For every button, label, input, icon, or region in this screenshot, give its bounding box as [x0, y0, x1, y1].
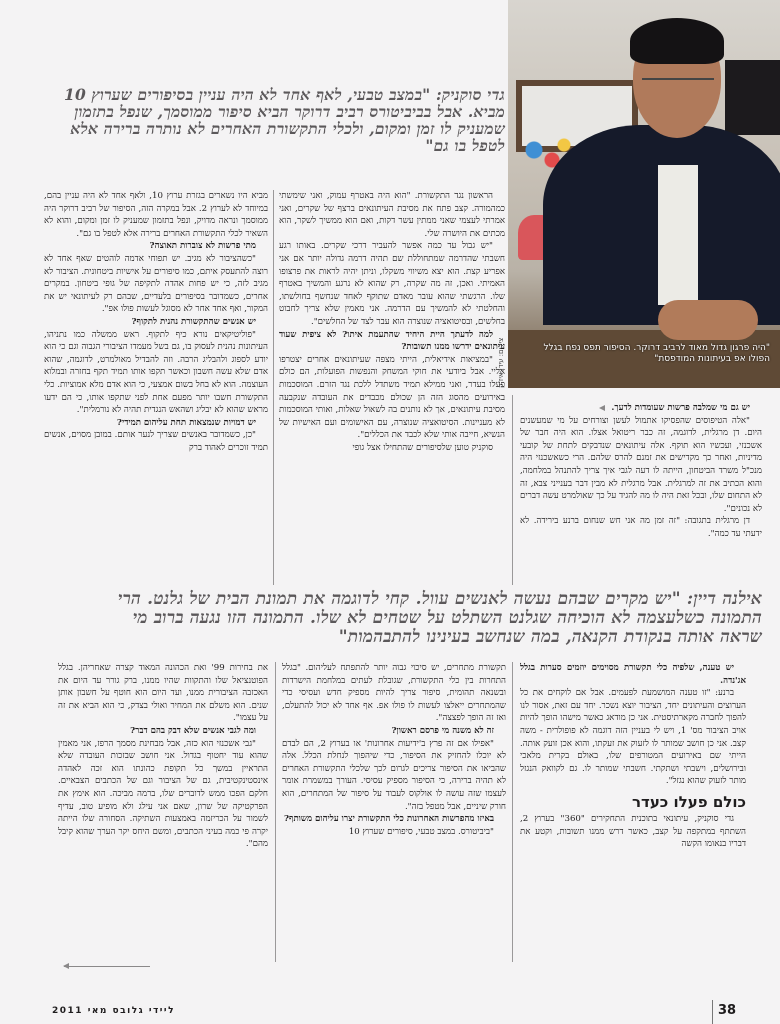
interview-question: יש אנשים שהתקשורת נהנית לתקוף? [131, 316, 256, 327]
column-divider [273, 190, 274, 585]
interview-question: יש גם מי שמלבה פרשות שעומדות לדעך. [611, 403, 750, 413]
column-divider [512, 662, 513, 962]
magazine-page: "היה פרגון גדול מאוד לרביב דרוקר. הסיפור תפס נפח בגלל הפולו אפ בעיתונות המודפסת" צילום: עידו איז'ק גדי סוקניק: "במצב טבעי, לאף אחד לא היה עניין בסיפורים שערוץ 10 מביא. אבל בביביטורס רביב דרוקר הביא סיפור ממוסמך, שנפל בתזמון שמעניק לו זמן ומקום, ולכלי התקשורת האחרים לא נותרה ברירה אלא לטפל בו גם" אילנה דיין: "יש מקרים שבהם נעשה לאנשים עוול. קחי לדוגמה את תמונת הבית של גלנט. הרי התמונה כשלעצמה לא הוכיחה שגלנט השתלט על שטחים לא שלו. התמונה הזו נגעה ברוב מי שראה אותה בנקודת הקנאה, במה שנחשב בעינינו להתבהמות" יש גם מי שמלבה פרשות שעומדות לדעך. "אלה הטיפוסים שהפסיקו אתמול לעשן וצורחים על מי שמעשנים היום. דן מרגלית, לדוגמה, זה כבר ריטואל אצלו. הוא היה חבר של אשכנזי, ועכשיו הוא תוקף. אלה עיתונאים שנדבקים לתחת של קובעי מדיניות, ואחר כך מקדישים את זמנם להרס שלהם. הרי כשאשכנזי היה מנכ"ל משרד הביטחון, הייתה לו דעה לגבי איך צריך להתנהל במלחמה, והוא הכתיב את זה למרגלית. אבל מרגלית לא מבין דבר בענייני צבא, זה לא התחום שלו, ובכל זאת היה לו מה להגיד על כך שאולמרט עשה דברים לא נכונים". דן מרגלית בתגובה: "זה זמן מה אני חש שנחום ברנע בירידה. לא ידעתי עד כמה". הראשון נגד התקשורת. "הוא היה באטרף עמוק, ואני שימשתי כמהמורה. קצב פתח את מסיבת העיתונאים ברצף של שקרים, ואני אמרתי לעצמי שאני ממתין עשר דקות, ואם הוא ממשיך לשקר, הוא מכתים את היושרה שלי. "יש גבול עד כמה אפשר להעביר דרכי שקרים. באותו רגע חשבתי שהדרמה שמתחוללת שם תהיה דרמה גדולה יותר אם אני אפריע קצת. הוא יצא משיווי משקלו, וניתן יהיה לראות את פרצופו האמיתי. ואכן, זה מה שקרה, רק שהוא לא נרגע והמשיך באטרף שלו. הרגשתי שהוא עובר מאדם שתוקף לאחד שנחשף בחולשתו, והחלטתי לא להמשיך עם הדרמה. אני מאמין שלא צריך לחבוט בחלשים, ובסיטואציה שנוצרה הוא עבר לצד של החלשים". למה לדעתך היית היחיד שהתעמת איתו? לא ציפית שעוד עיתונאים ידרשו ממנו תשובות? "במציאות אידיאלית, הייתי מצפה שעיתונאים אחרים יצטרפו אליי. אבל ביודעי את חוקי המשחק והנפשות הפועלות, הם כולם פעלו בעדר, ואני ממילא תמיד משתדל ללכת נגד הזרם. המוסכמות באירועים מהסוג הזה הן שכולם מכבדים את העובדה שנקבעה מסיבת עיתונאים, אך לא נותנים בה לשאול שאלות, ואותי המוסכמות לא מעניינות. הסיטואציה שנוצרה, עם האישומים ועם האישיות של הנשיא, חייבה אותי שלא לכבד את הכללים". סוקניק טוען שלסיפורים שהתחילו אצל גופי מביא היו נשארים בגזרת ערוץ 10, ולאף אחד לא היה עניין בהם, במיוחד לא לערוץ 2. אבל במקרה הזה, הסיפור של רביב דרוקר היה ממוסמך ונראה מדויק, ונפל בתזמון שמעניק לו זמן ומקום, והוא לא השאיר לכלי התקשורת האחרים ברירה אלא לטפל בו גם". מתי פרשות לא צוברות תאוצה? "כשהציבור לא מגיב. יש תפוחי אדמה לוהטים שאף אחד לא רוצה להתעסק איתם, כמו סיפורים על אישיות ביטחונית. הציבור לא מגיב לזה, כי יש פחות אהדה לתקיפה של גופי ביטחון. במקרים אחרים, כשמדובר בסיפורים בלעדיים, שבהם רק לעיתונאי יש את המקור, ואף אחד אחר לא מסוגל לעשות פולו אפ". יש אנשים שהתקשורת נהנית לתקוף? "פוליטיקאים נורא כיף לתקוף. ראש ממשלה כמו נתניהו, העיתונות נהנית לעסוק בו, גם בשל מעמדו הציבורי הגבוה וגם כי הוא יודע לספוג ולהבליג הרבה. וזה להבדיל מאולמרט, לדוגמה, שהוא אדם שלא עשה חשבון וכאשר תקפו אותו תמיד תקף בחזרה ובמלוא העוצמה. הוא לא בחל בשום אמצעי, כי הוא אדם מלא אמוציות. כלי התקשורת חשבו יותר מפעם אחת לפני שתקפו אותו, כי הם ידעו מראש שהוא לא יבליג ושהאש הנגדית תהיה לא נורמלית". יש דמויות שנמצאות תחת עליהום תמידי? "כן, כשמדובר באנשים שצריך לנער אותם. במובן מסוים, אנשים תמיד זוכרים לאהוד ברק יש טענה, שלפיה כלי תקשורת מסוימים יוזמים סערות בגלל אג'נדה. ברנע: "זו טענה המושמעת לפעמים. אבל אם לוקחים את כל הערוצים והעיתונים יחד, הציבור יוצא נשכר. יחד עם זאת, אסור לנו להפוך לחברה מקארתיסטית. אני כן מודאג כאשר מישהו הופך להיות אויב הציבור מס' 1, ויש לי בעניין הזה דוגמה לא פופולרית - משה קצב. אני כן חושב שמותר לו לזעוק את זעקתו, והוא אכן זועק אותה. הייתי שם באירועים המטורפים שלו, באולם בקרית מלאכי ובירושלים, וישבתי ושתקתי. חשבתי שמותר לו. גם לקוואק הנגזל מותר לזעוק שהוא נגזל". כולם פעלו כעדר גדי סוקניק, עיתונאי בתוכנית התחקירים "360" בערוץ 2, השתתף במתקפה על קצב, כאשר דרש ממנו תשובות, וקטע את דבריו בנאומו הקשה תקשורת מתחרים, יש סיכוי גבוה יותר להתפתח לעליהום. "בגלל התחרות בין כלי התקשורת, שגובלת לעתים במלחמת הישרדות ובשנאה תהומית, סיפור צריך להיות מספיק חדש ועסיסי כדי שהמתחרים ייאלצו לעשות לו פולו אפ. אף אחד לא יכול להתעלם, ואז זה הופך לפצצה". זה לא משנה מי פרסם ראשון? "אפילו אם זה פרץ ב'ידיעות אחרונות' או בערוץ 2, הם לבדם לא יוכלו להחזיק את הסיפור, כדי שיהפוך לנחלת הכלל. אלה שהביאו את הסיפור צריכים לגרום לכך שלכלי התקשורת האחרים לא תהיה ברירה, כי הסיפור מספיק עסיסי. העורך במשמרת אומר לעצמו שזה עושה לו אולקוס לעבוד על סיפור של המתחרים, הוא חורק שיניים, אבל מטפל בזה". באיזו מהפרשות האחרונות כלי התקשורת יצרו עליהום משותף? "ביביטורס. במצב טבעי, סיפורים שערוץ 10 את בחירות 99' ואת הכהונה המאוד קצרה שאחריהן. בגלל הפוטנציאל שלו והתקוות שהיו ממנו, ברק גורר עד היום את האכזבה הציבורית ממנו, ועד היום הוא חוטף על חשבון אותן שנים. הוא משלם את המחיר ואולי בצדק, כי הוא הביא את זה על עצמו". ומה לגבי אנשים שלא דבק בהם דבר? "גבי אשכנזי הוא כזה, אבל מבחינת מסמך הרפז, אני מאמין שהוא עוד יחטוף בגדול. אני חושב שבזכות העובדה שלא התראיין במשך כל תקופת כהונתו הוא זכה לאהדה אינסטינקטיבית, גם של הציבור וגם של הכתבים הצבאיים. חלקם הפכו ממש לדוברים שלו, ברמה מביכה. הוא אימץ את הפרקטיקה של שרון, שאם אני עילג ולא מופיע טוב, עדיף לשמור על הכריזמה באמצעות השתיקה. הסחורה שלו הייתה יקרה פי כמה בעיני הכתבים, ומשם היחס יקר הערך שהוא קיבל מהם". ליידי גלובס מאי 2011 38 [0, 0, 780, 1024]
interview-question: יש דמויות שנמצאות תחת עליהום תמידי? [116, 417, 256, 428]
photo-person-hair [630, 18, 724, 64]
article-paragraph: את בחירות 99' ואת הכהונה המאוד קצרה שאחריהן. בגלל הפוטנציאל שלו והתקוות שהיו ממנו, ברק גורר עד היום את האכזבה הציבורית ממנו, ועד היום הוא חוטף על חשבון אותן שנים. הוא משלם את המחיר ואולי בצדק, כי הוא הביא את זה על עצמו". [58, 663, 268, 724]
article-paragraph: "פוליטיקאים נורא כיף לתקוף. ראש ממשלה כמו נתניהו, העיתונות נהנית לעסוק בו, גם בשל מעמדו הציבורי הגבוה וגם כי הוא יודע לספוג ולהבליג הרבה. וזה להבדיל מאולמרט, לדוגמה, שהוא אדם שלא עשה חשבון וכאשר תקפו אותו תמיד תקף בחזרה ובמלוא העוצמה. הוא לא בחל בשום אמצעי, כי הוא אדם מלא אמוציות. כלי התקשורת חשבו יותר מפעם אחת לפני שתקפו אותו, כי הם ידעו מראש שהוא לא יבליג ושהאש הנגדית תהיה לא נורמלית". [44, 329, 268, 416]
column-lower-right [520, 662, 746, 962]
article-paragraph: "גבי אשכנזי הוא כזה, אבל מבחינת מסמך הרפז, אני מאמין שהוא עוד יחטוף בגדול. אני חושב שבזכות העובדה שלא התראיין במשך כל תקופת כהונתו הוא זכה לאהדה אינסטינקטיבית, גם של הציבור וגם של הכתבים הצבאיים. חלקם הפכו ממש לדוברים שלו, ברמה מביכה. הוא אימץ את הפרקטיקה של שרון, שאם אני עילג ולא מופיע טוב, עדיף לשמור על הכריזמה באמצעות השתיקה. הסחורה שלו הייתה יקרה פי כמה בעיני הכתבים, ומשם היחס יקר הערך שהוא קיבל מהם". [58, 738, 268, 850]
interview-question: ומה לגבי אנשים שלא דבק בהם דבר? [130, 725, 256, 736]
magazine-footer: ליידי גלובס מאי 2011 [52, 1006, 176, 1016]
photo-person-hands [658, 300, 758, 340]
article-paragraph: "יש גבול עד כמה אפשר להעביר דרכי שקרים. באותו רגע חשבתי שהדרמה שמתחוללת שם תהיה דרמה גדולה יותר אם אני אפריע קצת. הוא יצא משיווי משקלו, וניתן יהיה לראות את פרצופו האמיתי. ואכן, זה מה שקרה, רק שהוא לא נרגע והמשיך באטרף שלו. הרגשתי שהוא עובר מאדם שתוקף לאחד שנחשף בחולשתו, והחלטתי לא להמשיך עם הדרמה. אני מאמין שלא צריך לחבוט בחלשים, ובסיטואציה שנוצרה הוא עבר לצד של החלשים". [279, 241, 505, 327]
column-upper-middle [279, 190, 505, 584]
article-paragraph: "כשהציבור לא מגיב. יש תפוחי אדמה לוהטים שאף אחד לא רוצה להתעסק איתם, כמו סיפורים על אישיות ביטחונית. הציבור לא מגיב לזה, כי יש פחות אהדה לתקיפה של גופי ביטחון. במקרים אחרים, כשמדובר בסיפורים בלעדיים, שבהם רק לעיתונאי יש את המקור, ואף אחד אחר לא מסוגל לעשות פולו אפ". [44, 253, 268, 315]
photo-person-shirt [658, 165, 698, 305]
page-number-divider [712, 1000, 713, 1024]
column-divider [275, 662, 276, 962]
interview-question: מתי פרשות לא צוברות תאוצה? [149, 241, 256, 252]
article-paragraph: תקשורת מתחרים, יש סיכוי גבוה יותר להתפתח לעליהום. "בגלל התחרות בין כלי התקשורת, שגובלת לעתים במלחמת הישרדות ובשנאה תהומית, סיפור צריך להיות מספיק חדש ועסיסי כדי שהמתחרים ייאלצו לעשות לו פולו אפ. אף אחד לא יכול להתעלם, ואז זה הופך לפצצה". [282, 663, 506, 724]
arrow-left-icon [64, 966, 150, 967]
article-paragraph: "אפילו אם זה פרץ ב'ידיעות אחרונות' או בערוץ 2, הם לבדם לא יוכלו להחזיק את הסיפור, כדי שיהפוך לנחלת הכלל. אלה שהביאו את הסיפור צריכים לגרום לכך שלכלי התקשורת האחרים לא תהיה ברירה, כי הסיפור מספיק עסיסי. העורך במשמרת אומר לעצמו שזה עושה לו אולקוס לעבוד על סיפור של המתחרים, הוא חורק שיניים, אבל מטפל בזה". [282, 738, 506, 812]
portrait-photo [508, 0, 780, 388]
interview-question: יש טענה, שלפיה כלי תקשורת מסוימים יוזמים סערות בגלל אג'נדה. [520, 663, 746, 686]
article-paragraph: "ביביטורס. במצב טבעי, סיפורים שערוץ 10 [348, 826, 494, 837]
pullquote-top: גדי סוקניק: "במצב טבעי, לאף אחד לא היה עניין בסיפורים שערוץ 10 מביא. אבל בביביטורס רביב דרוקר הביא סיפור ממוסמך, שנפל בתזמון שמעניק לו זמן ומקום, ולכלי התקשורת האחרים לא נותרה ברירה אלא לטפל בו גם" [63, 85, 505, 155]
article-paragraph: מביא היו נשארים בגזרת ערוץ 10, ולאף אחד לא היה עניין בהם, במיוחד לא לערוץ 2. אבל במקרה הזה, הסיפור של רביב דרוקר היה ממוסמך ונראה מדויק, ונפל בתזמון שמעניק לו זמן ומקום, והוא לא השאיר לכלי התקשורת האחרים ברירה אלא לטפל בו גם". [44, 191, 268, 239]
interview-question: למה לדעתך היית היחיד שהתעמת איתו? לא ציפית שעוד עיתונאים ידרשו ממנו תשובות? [279, 329, 505, 353]
interview-question: זה לא משנה מי פרסם ראשון? [391, 725, 494, 736]
article-paragraph: "אלה הטיפוסים שהפסיקו אתמול לעשן וצורחים על מי שמעשנים היום. דן מרגלית, לדוגמה, זה כבר ריטואל אצלו. הוא היה חבר של אשכנזי, ועכשיו הוא תוקף. אלה עיתונאים שנדבקים לתחת של קובעי מדיניות, ואחר כך מקדישים את זמנם להרס שלהם. הרי כשאשכנזי היה מנכ"ל משרד הביטחון, הייתה לו דעה לגבי איך צריך להתנהל במלחמה, והוא הכתיב את זה למרגלית. אבל מרגלית לא מבין דבר בענייני צבא, זה לא התחום שלו, ובכל זאת היה לו מה להגיד על כך שאולמרט עשה דברים לא נכונים". [520, 415, 762, 514]
section-heading: כולם פעלו כעדר [631, 792, 746, 811]
article-paragraph: "כן, כשמדובר באנשים שצריך לנער אותם. במובן מסוים, אנשים תמיד זוכרים לאהוד ברק [44, 430, 268, 453]
column-lower-left [58, 662, 268, 962]
column-divider [512, 395, 513, 585]
article-paragraph: סוקניק טוען שלסיפורים שהתחילו אצל גופי [352, 442, 493, 453]
article-paragraph: "במציאות אידיאלית, הייתי מצפה שעיתונאים אחרים יצטרפו אליי. אבל ביודעי את חוקי המשחק והנפשות הפועלות, הם כולם פעלו בעדר, ואני ממילא תמיד משתדל ללכת נגד הזרם. המוסכמות באירועים מהסוג הזה הן שכולם מכבדים את העובדה שנקבעה מסיבת עיתונאים, אך לא נותנים בה לשאול שאלות, ואותי המוסכמות לא מעניינות. הסיטואציה שנוצרה, עם האישומים ועם האישיות של הנשיא, חייבה אותי שלא לכבד את הכללים". [279, 354, 505, 441]
photo-caption: "היה פרגון גדול מאוד לרביב דרוקר. הסיפור תפס נפח בגלל הפולו אפ בעיתונות המודפסת" [543, 343, 770, 364]
photo-tv [725, 60, 780, 135]
pullquote-middle: אילנה דיין: "יש מקרים שבהם נעשה לאנשים עוול. קחי לדוגמה את תמונת הבית של גלנט. הרי התמונה כשלעצמה לא הוכיחה שגלנט השתלט על שטחים לא שלו. התמונה הזו נגעה ברוב מי שראה אותה בנקודת הקנאה, במה שנחשב בעינינו להתבהמות" [117, 589, 762, 647]
article-paragraph: גדי סוקניק, עיתונאי בתוכנית התחקירים "360" בערוץ 2, השתתף במתקפה על קצב, כאשר דרש ממנו תשובות, וקטע את דבריו בנאומו הקשה [520, 813, 746, 850]
article-paragraph: הראשון נגד התקשורת. "הוא היה באטרף עמוק, ואני שימשתי כמהמורה. קצב פתח את מסיבת העיתונאים ברצף של שקרים, ואני אמרתי לעצמי שאני ממתין עשר דקות, ואם הוא ממשיך לשקר, הוא מכתים את היושרה שלי. [279, 191, 505, 239]
column-upper-left [44, 190, 268, 584]
interview-question: באיזו מהפרשות האחרונות כלי התקשורת יצרו עליהום משותף? [283, 814, 494, 825]
photo-person-glasses [642, 78, 714, 92]
article-paragraph: דן מרגלית בתגובה: "זה זמן מה אני חש שנחום ברנע בירידה. לא ידעתי עד כמה". [520, 516, 762, 539]
column-lower-middle [282, 662, 506, 962]
article-paragraph: ברנע: "זו טענה המושמעת לפעמים. אבל אם לוקחים את כל הערוצים והעיתונים יחד, הציבור יוצא נשכר. יחד עם זאת, אסור לנו להפוך לחברה מקארתיסטית. אני כן מודאג כאשר מישהו הופך להיות אויב הציבור מס' 1, ויש לי בעניין הזה דוגמה לא פופולרית - משה קצב. אני כן חושב שמותר לו לזעוק את זעקתו, והוא אכן זועק אותה. הייתי שם באירועים המטורפים שלו, באולם בקרית מלאכי ובירושלים, וישבתי ושתקתי. חשבתי שמותר לו. גם לקוואק הנגזל מותר לזעוק שהוא נגזל". [520, 688, 746, 787]
column-upper-right [520, 402, 762, 584]
page-number: 38 [718, 1003, 737, 1018]
